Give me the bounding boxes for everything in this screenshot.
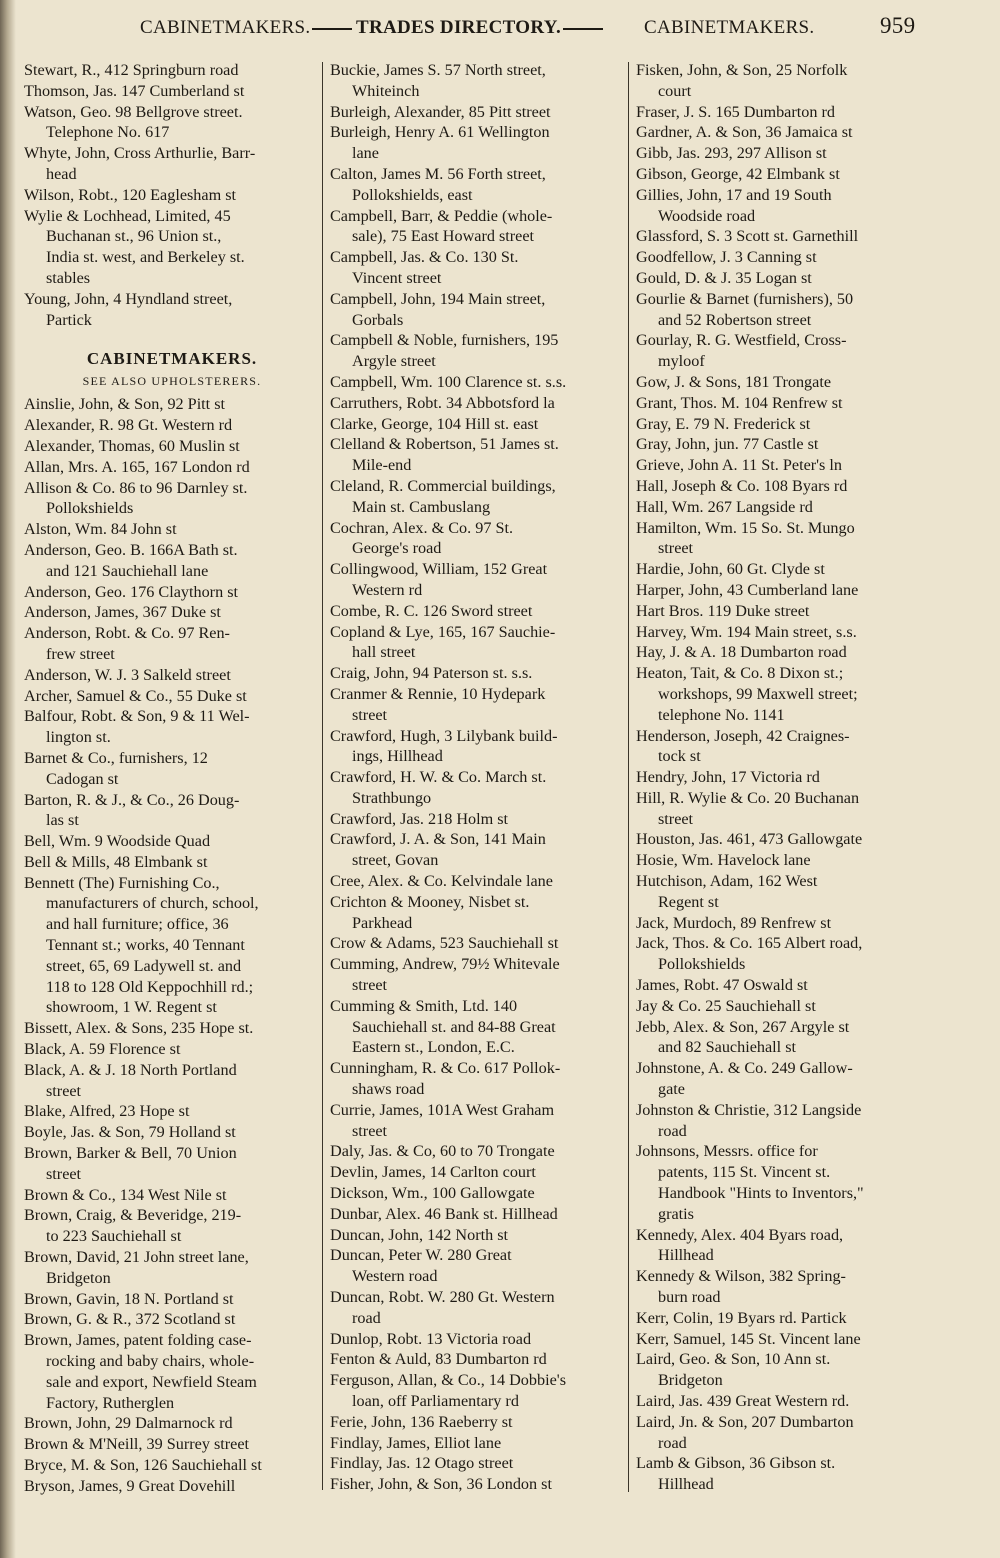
directory-entry: Brown & M'Neill, 39 Surrey street <box>24 1435 250 1454</box>
directory-entry: Cumming & Smith, Ltd. 140 Sauchiehall st. and 84-88 Great Eastern st., London, E.C. <box>330 996 556 1057</box>
directory-entry: Hill, R. Wylie & Co. 20 Buchanan street <box>636 788 860 828</box>
directory-entry: Grieve, John A. 11 St. Peter's ln <box>636 456 842 475</box>
directory-entry: Clarke, George, 104 Hill st. east <box>330 414 539 433</box>
directory-entry: Young, John, 4 Hyndland street, Partick <box>24 289 233 329</box>
directory-entry: Ferguson, Allan, & Co., 14 Dobbie's loan, off Parliamentary rd <box>330 1371 566 1410</box>
directory-entry: Alexander, R. 98 Gt. Western rd <box>24 416 233 435</box>
column-2 <box>330 60 624 1495</box>
directory-entry: Daly, Jas. & Co, 60 to 70 Trongate <box>330 1142 555 1161</box>
directory-entry: Heaton, Tait, & Co. 8 Dixon st.; workshops, 99 Maxwell street; telephone No. 1141 <box>636 664 858 724</box>
section-entries <box>636 60 932 1495</box>
directory-entry: Brown, Barker & Bell, 70 Union street <box>24 1144 237 1183</box>
directory-entry: Dickson, Wm., 100 Gallowgate <box>330 1184 535 1203</box>
directory-entry: Jebb, Alex. & Son, 267 Argyle st and 82 Sauchiehall st <box>636 1017 850 1057</box>
directory-entry: Gourlay, R. G. Westfield, Cross- myloof <box>636 331 847 371</box>
directory-entry: Fraser, J. S. 165 Dumbarton rd <box>636 102 835 121</box>
directory-entry: Devlin, James, 14 Carlton court <box>330 1163 536 1182</box>
directory-entry: Kennedy & Wilson, 382 Spring- burn road <box>636 1267 846 1307</box>
directory-entry: Gardner, A. & Son, 36 Jamaica st <box>636 123 853 142</box>
directory-entry: Crawford, Jas. 218 Holm st <box>330 809 509 828</box>
directory-entry: Blake, Alfred, 23 Hope st <box>24 1102 190 1121</box>
directory-entry: Bell, Wm. 9 Woodside Quad <box>24 832 211 851</box>
directory-entry: Gillies, John, 17 and 19 South Woodside road <box>636 185 832 225</box>
directory-entry: Cleland, R. Commercial buildings, Main st. Cambuslang <box>330 476 556 516</box>
directory-entry: Findlay, Jas. 12 Otago street <box>330 1454 514 1473</box>
directory-entry: Barnet & Co., furnishers, 12 Cadogan st <box>24 748 208 788</box>
directory-entry: Fisher, John, & Son, 36 London st <box>330 1475 552 1494</box>
directory-entry: Glassford, S. 3 Scott st. Garnethill <box>636 227 859 246</box>
directory-entry: Henderson, Joseph, 42 Craignes- tock st <box>636 726 850 766</box>
directory-entry: Crawford, H. W. & Co. March st. Strathbungo <box>330 768 547 807</box>
directory-entry: Copland & Lye, 165, 167 Sauchie- hall street <box>330 622 556 662</box>
directory-entry: Houston, Jas. 461, 473 Gallowgate <box>636 830 863 849</box>
directory-entry: Wylie & Lochhead, Limited, 45 Buchanan st., 96 Union st., India st. west, and Berkeley st. stables <box>24 206 245 287</box>
directory-entry: Johnstone, A. & Co. 249 Gallow- gate <box>636 1059 853 1099</box>
directory-entry: Whyte, John, Cross Arthurlie, Barr- head <box>24 144 256 183</box>
directory-entry: Cree, Alex. & Co. Kelvindale lane <box>330 872 553 891</box>
directory-entry: Gibson, George, 42 Elmbank st <box>636 164 840 183</box>
section-cross-reference: SEE ALSO UPHOLSTERERS. <box>82 374 262 389</box>
directory-entry: Thomson, Jas. 147 Cumberland st <box>24 81 245 100</box>
directory-entry: Dunbar, Alex. 46 Bank st. Hillhead <box>330 1204 558 1223</box>
header-dash <box>563 28 603 30</box>
header-left: CABINETMAKERS. <box>140 17 311 38</box>
directory-entry: Alston, Wm. 84 John st <box>24 520 177 539</box>
directory-entry: Goodfellow, J. 3 Canning st <box>636 248 817 267</box>
directory-entry: Jay & Co. 25 Sauchiehall st <box>636 996 816 1015</box>
directory-entry: Crawford, Hugh, 3 Lilybank build- ings, Hillhead <box>330 726 558 766</box>
header-center: TRADES DIRECTORY. <box>356 17 562 38</box>
directory-entry: Findlay, James, Elliot lane <box>330 1433 502 1452</box>
directory-entry: Brown, James, patent folding case- rocking and baby chairs, whole- sale and export, Newfield Steam Factory, Rutherglen <box>24 1331 257 1412</box>
directory-entry: Balfour, Robt. & Son, 9 & 11 Wel- lington st. <box>24 707 250 747</box>
directory-entry: Kerr, Samuel, 145 St. Vincent lane <box>636 1329 861 1348</box>
directory-entry: Laird, Geo. & Son, 10 Ann st. Bridgeton <box>636 1350 831 1390</box>
directory-entry: Watson, Geo. 98 Bellgrove street. Telephone No. 617 <box>24 102 243 142</box>
directory-entry: Hall, Joseph & Co. 108 Byars rd <box>636 476 848 495</box>
book-spine-shadow <box>0 0 16 1558</box>
directory-entry: Clelland & Robertson, 51 James st. Mile-end <box>330 435 559 475</box>
directory-entry: Brown, G. & R., 372 Scotland st <box>24 1310 236 1329</box>
directory-entry: Allison & Co. 86 to 96 Darnley st. Pollokshields <box>24 478 248 518</box>
directory-entry: Anderson, Robt. & Co. 97 Ren- frew street <box>24 624 230 663</box>
directory-entry: Campbell, John, 194 Main street, Gorbals <box>330 289 546 329</box>
directory-entry: Ainslie, John, & Son, 92 Pitt st <box>24 395 226 414</box>
directory-entry: Allan, Mrs. A. 165, 167 London rd <box>24 457 250 476</box>
directory-entry: Archer, Samuel & Co., 55 Duke st <box>24 686 247 705</box>
directory-entry: Currie, James, 101A West Graham street <box>330 1100 555 1140</box>
directory-entry: Anderson, W. J. 3 Salkeld street <box>24 665 231 684</box>
directory-entry: Bennett (The) Furnishing Co., manufacturers of church, school, and hall furniture; office, 36 Tennant st.; works, 40 Tennant street, 65, 69 Ladywell st. and 118 to 128 Old Keppochhill rd.; showroom, 1 W. Regent st <box>24 873 259 1017</box>
directory-entry: Black, A. & J. 18 North Portland street <box>24 1060 237 1100</box>
directory-entry: Harper, John, 43 Cumberland lane <box>636 580 859 599</box>
directory-entry: Grant, Thos. M. 104 Renfrew st <box>636 393 843 412</box>
running-header <box>130 13 930 47</box>
directory-entry: Duncan, John, 142 North st <box>330 1225 509 1244</box>
page-number: 959 <box>880 13 916 38</box>
directory-entry: Combe, R. C. 126 Sword street <box>330 601 533 620</box>
directory-entry: Hutchison, Adam, 162 West Regent st <box>636 872 818 911</box>
directory-entry: Crow & Adams, 523 Sauchiehall st <box>330 934 559 953</box>
directory-entry: Harvey, Wm. 194 Main street, s.s. <box>636 622 857 641</box>
directory-entry: Bissett, Alex. & Sons, 235 Hope st. <box>24 1019 254 1038</box>
directory-entry: Anderson, Geo. 176 Claythorn st <box>24 582 239 601</box>
directory-entry: Campbell, Wm. 100 Clarence st. s.s. <box>330 372 567 391</box>
directory-entry: Anderson, Geo. B. 166A Bath st. and 121 Sauchiehall lane <box>24 540 238 580</box>
directory-entry: Alexander, Thomas, 60 Muslin st <box>24 436 240 455</box>
column-1 <box>24 60 320 1497</box>
directory-entry: Brown, John, 29 Dalmarnock rd <box>24 1414 233 1433</box>
section-entries <box>330 60 624 1495</box>
directory-entry: Stewart, R., 412 Springburn road <box>24 61 239 79</box>
directory-entry: Brown, Gavin, 18 N. Portland st <box>24 1289 234 1308</box>
directory-entry: Hosie, Wm. Havelock lane <box>636 851 811 870</box>
directory-entry: Hall, Wm. 267 Langside rd <box>636 497 813 516</box>
directory-entry: Gray, E. 79 N. Frederick st <box>636 414 811 433</box>
directory-entry: Anderson, James, 367 Duke st <box>24 603 221 622</box>
directory-entry: Collingwood, William, 152 Great Western rd <box>330 560 548 599</box>
header-right: CABINETMAKERS. <box>644 17 815 38</box>
directory-entry: Jack, Thos. & Co. 165 Albert road, Pollokshields <box>636 934 863 974</box>
directory-entry: Fisken, John, & Son, 25 Norfolk court <box>636 61 848 100</box>
directory-entry: Gray, John, jun. 77 Castle st <box>636 435 819 454</box>
directory-entry: Wilson, Robt., 120 Eaglesham st <box>24 185 237 204</box>
directory-entry: Hardie, John, 60 Gt. Clyde st <box>636 560 825 579</box>
directory-entry: Brown & Co., 134 West Nile st <box>24 1185 227 1204</box>
directory-entry: Gibb, Jas. 293, 297 Allison st <box>636 144 827 163</box>
directory-entry: Dunlop, Robt. 13 Victoria road <box>330 1329 532 1348</box>
directory-entry: Bryce, M. & Son, 126 Sauchiehall st <box>24 1456 262 1474</box>
directory-entry: Cochran, Alex. & Co. 97 St. George's road <box>330 518 514 558</box>
section-heading: CABINETMAKERS. <box>86 349 258 369</box>
directory-entry: Cranmer & Rennie, 10 Hydepark street <box>330 684 546 724</box>
directory-entry: Boyle, Jas. & Son, 79 Holland st <box>24 1123 236 1142</box>
directory-entry: Kerr, Colin, 19 Byars rd. Partick <box>636 1308 847 1327</box>
column-3 <box>636 60 932 1495</box>
directory-entry: Gould, D. & J. 35 Logan st <box>636 268 812 287</box>
directory-entry: Crichton & Mooney, Nisbet st. Parkhead <box>330 892 530 932</box>
directory-entry: Crawford, J. A. & Son, 141 Main street, Govan <box>330 830 546 870</box>
directory-entry: Barton, R. & J., & Co., 26 Doug- las st <box>24 790 240 830</box>
directory-entry: Campbell & Noble, furnishers, 195 Argyle street <box>330 331 559 371</box>
directory-entry: Hart Bros. 119 Duke street <box>636 601 810 620</box>
directory-entry: Campbell, Jas. & Co. 130 St. Vincent street <box>330 248 519 287</box>
directory-entry: Black, A. 59 Florence st <box>24 1040 181 1059</box>
directory-entry: Fenton & Auld, 83 Dumbarton rd <box>330 1350 547 1369</box>
directory-entry: Duncan, Peter W. 280 Great Western road <box>330 1246 512 1286</box>
directory-entry: Johnsons, Messrs. office for patents, 115 St. Vincent st. Handbook "Hints to Inventors," gratis <box>636 1142 864 1223</box>
directory-entry: Laird, Jas. 439 Great Western rd. <box>636 1392 850 1410</box>
directory-entry: Laird, Jn. & Son, 207 Dumbarton road <box>636 1412 854 1452</box>
directory-entry: Gourlie & Barnet (furnishers), 50 and 52 Robertson street <box>636 289 854 329</box>
directory-entry: Burleigh, Alexander, 85 Pitt street <box>330 102 551 121</box>
directory-entry: Brown, Craig, & Beveridge, 219- to 223 Sauchiehall st <box>24 1206 242 1246</box>
directory-entry: Lamb & Gibson, 36 Gibson st. Hillhead <box>636 1454 836 1494</box>
directory-entry: Cumming, Andrew, 79½ Whitevale street <box>330 955 560 995</box>
directory-entry: Bell & Mills, 48 Elmbank st <box>24 852 208 871</box>
directory-entry: James, Robt. 47 Oswald st <box>636 976 808 995</box>
directory-entry: Hendry, John, 17 Victoria rd <box>636 768 820 787</box>
directory-entry: Hamilton, Wm. 15 So. St. Mungo street <box>636 518 855 558</box>
directory-entry: Brown, David, 21 John street lane, Bridgeton <box>24 1248 249 1287</box>
directory-entry: Bryson, James, 9 Great Dovehill <box>24 1476 236 1495</box>
directory-entry: Burleigh, Henry A. 61 Wellington lane <box>330 123 550 163</box>
directory-entry: Buckie, James S. 57 North street, Whiteinch <box>330 61 546 100</box>
directory-entry: Craig, John, 94 Paterson st. s.s. <box>330 664 533 683</box>
directory-entry: Gow, J. & Sons, 181 Trongate <box>636 372 832 391</box>
directory-entry: Johnston & Christie, 312 Langside road <box>636 1100 862 1140</box>
directory-entry: Cunningham, R. & Co. 617 Pollok- shaws road <box>330 1059 561 1099</box>
column-divider <box>628 62 629 1492</box>
header-dash <box>312 28 352 30</box>
directory-entry: Campbell, Barr, & Peddie (whole- sale), 75 East Howard street <box>330 206 553 246</box>
previous-section-entries <box>24 60 320 330</box>
section-entries <box>24 394 320 1496</box>
column-divider <box>322 62 323 1490</box>
directory-entry: Carruthers, Robt. 34 Abbotsford la <box>330 393 555 412</box>
directory-entry: Ferie, John, 136 Raeberry st <box>330 1412 513 1431</box>
directory-entry: Kennedy, Alex. 404 Byars road, Hillhead <box>636 1225 844 1265</box>
directory-entry: Hay, J. & A. 18 Dumbarton road <box>636 643 847 662</box>
directory-entry: Jack, Murdoch, 89 Renfrew st <box>636 913 832 932</box>
directory-entry: Duncan, Robt. W. 280 Gt. Western road <box>330 1288 555 1327</box>
directory-entry: Calton, James M. 56 Forth street, Pollokshields, east <box>330 164 546 204</box>
